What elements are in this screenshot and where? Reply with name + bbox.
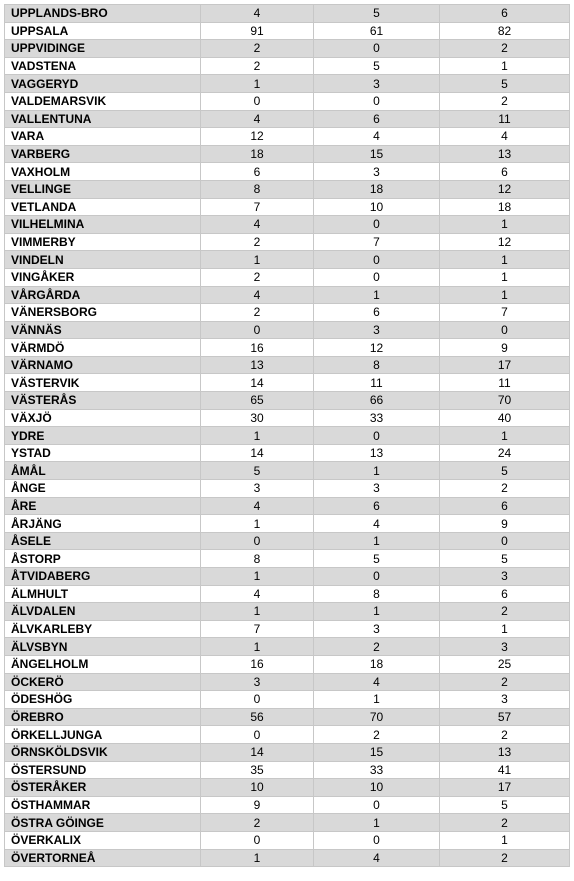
table-row <box>5 180 570 198</box>
value-cell-col-2: 3 <box>314 321 440 339</box>
value-cell-col-3: 1 <box>440 286 570 304</box>
value-cell-col-3: 2 <box>440 40 570 58</box>
municipality-name-cell: ÄLVKARLEBY <box>5 620 201 638</box>
municipality-name-cell: ÖRKELLJUNGA <box>5 726 201 744</box>
value-cell-col-2: 5 <box>314 5 440 23</box>
value-cell-col-3: 9 <box>440 515 570 533</box>
value-cell-col-2: 11 <box>314 374 440 392</box>
value-cell-col-3: 2 <box>440 849 570 867</box>
value-cell-col-2: 15 <box>314 743 440 761</box>
value-cell-col-1: 4 <box>201 497 314 515</box>
value-cell-col-3: 82 <box>440 22 570 40</box>
municipality-name-cell: VINDELN <box>5 251 201 269</box>
table-row <box>5 286 570 304</box>
value-cell-col-1: 1 <box>201 515 314 533</box>
value-cell-col-1: 1 <box>201 849 314 867</box>
value-cell-col-3: 11 <box>440 374 570 392</box>
municipality-name-cell: UPPLANDS-BRO <box>5 5 201 23</box>
value-cell-col-1: 13 <box>201 356 314 374</box>
municipality-name-cell: VIMMERBY <box>5 233 201 251</box>
value-cell-col-1: 1 <box>201 427 314 445</box>
value-cell-col-2: 2 <box>314 726 440 744</box>
table-row <box>5 40 570 58</box>
table-row <box>5 796 570 814</box>
value-cell-col-2: 3 <box>314 480 440 498</box>
table-row <box>5 409 570 427</box>
value-cell-col-3: 3 <box>440 568 570 586</box>
municipality-name-cell: VÄXJÖ <box>5 409 201 427</box>
value-cell-col-2: 12 <box>314 339 440 357</box>
table-row <box>5 5 570 23</box>
table-row <box>5 620 570 638</box>
municipality-name-cell: VETLANDA <box>5 198 201 216</box>
table-row <box>5 480 570 498</box>
value-cell-col-3: 7 <box>440 304 570 322</box>
municipality-name-cell: ÅTVIDABERG <box>5 568 201 586</box>
table-row <box>5 444 570 462</box>
value-cell-col-2: 61 <box>314 22 440 40</box>
value-cell-col-1: 5 <box>201 462 314 480</box>
value-cell-col-1: 4 <box>201 585 314 603</box>
municipality-name-cell: VARA <box>5 128 201 146</box>
value-cell-col-2: 0 <box>314 831 440 849</box>
municipality-name-cell: VÄNNÄS <box>5 321 201 339</box>
municipality-name-cell: ÄLMHULT <box>5 585 201 603</box>
value-cell-col-1: 4 <box>201 110 314 128</box>
value-cell-col-2: 4 <box>314 128 440 146</box>
value-cell-col-3: 5 <box>440 75 570 93</box>
value-cell-col-2: 8 <box>314 356 440 374</box>
value-cell-col-2: 3 <box>314 620 440 638</box>
value-cell-col-2: 3 <box>314 75 440 93</box>
table-row <box>5 462 570 480</box>
municipality-name-cell: VÄRMDÖ <box>5 339 201 357</box>
value-cell-col-1: 1 <box>201 568 314 586</box>
municipality-name-cell: ÅSTORP <box>5 550 201 568</box>
value-cell-col-1: 2 <box>201 304 314 322</box>
table-row <box>5 233 570 251</box>
value-cell-col-1: 8 <box>201 550 314 568</box>
value-cell-col-3: 6 <box>440 163 570 181</box>
value-cell-col-1: 0 <box>201 92 314 110</box>
value-cell-col-2: 2 <box>314 638 440 656</box>
value-cell-col-1: 1 <box>201 603 314 621</box>
value-cell-col-1: 2 <box>201 40 314 58</box>
municipality-name-cell: UPPSALA <box>5 22 201 40</box>
value-cell-col-3: 2 <box>440 603 570 621</box>
table-body <box>5 5 570 867</box>
municipality-name-cell: VELLINGE <box>5 180 201 198</box>
value-cell-col-2: 33 <box>314 761 440 779</box>
table-row <box>5 691 570 709</box>
municipality-name-cell: ÖDESHÖG <box>5 691 201 709</box>
municipality-name-cell: ÖSTERÅKER <box>5 779 201 797</box>
table-row <box>5 321 570 339</box>
value-cell-col-1: 6 <box>201 163 314 181</box>
municipality-name-cell: VÄSTERÅS <box>5 392 201 410</box>
value-cell-col-2: 1 <box>314 532 440 550</box>
value-cell-col-1: 14 <box>201 743 314 761</box>
value-cell-col-3: 18 <box>440 198 570 216</box>
table-row <box>5 92 570 110</box>
municipality-name-cell: VÄRNAMO <box>5 356 201 374</box>
municipality-name-cell: ÄNGELHOLM <box>5 655 201 673</box>
municipality-name-cell: VALLENTUNA <box>5 110 201 128</box>
value-cell-col-1: 2 <box>201 268 314 286</box>
value-cell-col-3: 2 <box>440 726 570 744</box>
value-cell-col-2: 0 <box>314 92 440 110</box>
value-cell-col-2: 0 <box>314 40 440 58</box>
value-cell-col-1: 10 <box>201 779 314 797</box>
value-cell-col-2: 10 <box>314 779 440 797</box>
municipality-name-cell: VÅRGÅRDA <box>5 286 201 304</box>
value-cell-col-3: 1 <box>440 427 570 445</box>
value-cell-col-1: 4 <box>201 216 314 234</box>
value-cell-col-2: 1 <box>314 286 440 304</box>
municipality-name-cell: ÅRJÄNG <box>5 515 201 533</box>
municipality-name-cell: ÖCKERÖ <box>5 673 201 691</box>
table-row <box>5 356 570 374</box>
value-cell-col-3: 9 <box>440 339 570 357</box>
value-cell-col-1: 30 <box>201 409 314 427</box>
value-cell-col-3: 5 <box>440 462 570 480</box>
value-cell-col-1: 14 <box>201 374 314 392</box>
value-cell-col-1: 2 <box>201 57 314 75</box>
municipality-name-cell: VAGGERYD <box>5 75 201 93</box>
value-cell-col-1: 9 <box>201 796 314 814</box>
value-cell-col-1: 35 <box>201 761 314 779</box>
municipality-name-cell: VINGÅKER <box>5 268 201 286</box>
municipality-name-cell: YDRE <box>5 427 201 445</box>
table-row <box>5 198 570 216</box>
value-cell-col-3: 1 <box>440 620 570 638</box>
value-cell-col-2: 0 <box>314 568 440 586</box>
value-cell-col-1: 56 <box>201 708 314 726</box>
value-cell-col-3: 12 <box>440 180 570 198</box>
table-row <box>5 339 570 357</box>
value-cell-col-2: 10 <box>314 198 440 216</box>
value-cell-col-3: 5 <box>440 550 570 568</box>
value-cell-col-1: 3 <box>201 673 314 691</box>
value-cell-col-2: 7 <box>314 233 440 251</box>
value-cell-col-1: 8 <box>201 180 314 198</box>
value-cell-col-1: 14 <box>201 444 314 462</box>
municipality-name-cell: VÄNERSBORG <box>5 304 201 322</box>
table-row <box>5 427 570 445</box>
municipality-name-cell: ÄLVDALEN <box>5 603 201 621</box>
value-cell-col-1: 16 <box>201 339 314 357</box>
value-cell-col-1: 1 <box>201 75 314 93</box>
value-cell-col-1: 7 <box>201 620 314 638</box>
value-cell-col-3: 1 <box>440 251 570 269</box>
value-cell-col-1: 12 <box>201 128 314 146</box>
table-row <box>5 761 570 779</box>
value-cell-col-1: 1 <box>201 251 314 269</box>
value-cell-col-2: 15 <box>314 145 440 163</box>
municipality-table <box>4 4 570 867</box>
value-cell-col-3: 41 <box>440 761 570 779</box>
value-cell-col-3: 12 <box>440 233 570 251</box>
value-cell-col-3: 3 <box>440 691 570 709</box>
value-cell-col-3: 6 <box>440 585 570 603</box>
value-cell-col-2: 18 <box>314 655 440 673</box>
value-cell-col-3: 1 <box>440 57 570 75</box>
municipality-name-cell: VAXHOLM <box>5 163 201 181</box>
value-cell-col-3: 11 <box>440 110 570 128</box>
value-cell-col-1: 0 <box>201 726 314 744</box>
value-cell-col-3: 70 <box>440 392 570 410</box>
table-row <box>5 515 570 533</box>
value-cell-col-3: 0 <box>440 532 570 550</box>
value-cell-col-3: 2 <box>440 673 570 691</box>
value-cell-col-1: 2 <box>201 233 314 251</box>
municipality-name-cell: ÖVERKALIX <box>5 831 201 849</box>
municipality-name-cell: ÖSTHAMMAR <box>5 796 201 814</box>
municipality-name-cell: VADSTENA <box>5 57 201 75</box>
table-row <box>5 75 570 93</box>
value-cell-col-1: 0 <box>201 691 314 709</box>
municipality-name-cell: ÅMÅL <box>5 462 201 480</box>
value-cell-col-1: 1 <box>201 638 314 656</box>
value-cell-col-3: 2 <box>440 480 570 498</box>
table-row <box>5 22 570 40</box>
municipality-name-cell: ÖRNSKÖLDSVIK <box>5 743 201 761</box>
value-cell-col-3: 1 <box>440 831 570 849</box>
table-row <box>5 216 570 234</box>
table-row <box>5 57 570 75</box>
municipality-name-cell: ÖSTERSUND <box>5 761 201 779</box>
value-cell-col-1: 0 <box>201 532 314 550</box>
table-row <box>5 814 570 832</box>
value-cell-col-2: 70 <box>314 708 440 726</box>
value-cell-col-1: 16 <box>201 655 314 673</box>
value-cell-col-3: 17 <box>440 779 570 797</box>
value-cell-col-3: 13 <box>440 743 570 761</box>
value-cell-col-2: 6 <box>314 497 440 515</box>
value-cell-col-3: 5 <box>440 796 570 814</box>
municipality-name-cell: ÅRE <box>5 497 201 515</box>
value-cell-col-3: 17 <box>440 356 570 374</box>
value-cell-col-3: 13 <box>440 145 570 163</box>
table-row <box>5 532 570 550</box>
table-row <box>5 655 570 673</box>
value-cell-col-3: 6 <box>440 497 570 515</box>
value-cell-col-1: 4 <box>201 5 314 23</box>
table-row <box>5 163 570 181</box>
table-row <box>5 374 570 392</box>
municipality-name-cell: ÖSTRA GÖINGE <box>5 814 201 832</box>
table-row <box>5 831 570 849</box>
value-cell-col-3: 4 <box>440 128 570 146</box>
value-cell-col-1: 4 <box>201 286 314 304</box>
municipality-name-cell: YSTAD <box>5 444 201 462</box>
value-cell-col-3: 2 <box>440 92 570 110</box>
table-row <box>5 128 570 146</box>
table-row <box>5 673 570 691</box>
value-cell-col-3: 2 <box>440 814 570 832</box>
value-cell-col-2: 5 <box>314 57 440 75</box>
value-cell-col-2: 33 <box>314 409 440 427</box>
value-cell-col-2: 13 <box>314 444 440 462</box>
value-cell-col-2: 0 <box>314 427 440 445</box>
value-cell-col-3: 1 <box>440 268 570 286</box>
table-row <box>5 585 570 603</box>
value-cell-col-2: 8 <box>314 585 440 603</box>
value-cell-col-2: 0 <box>314 268 440 286</box>
table-row <box>5 145 570 163</box>
value-cell-col-2: 0 <box>314 216 440 234</box>
municipality-name-cell: VARBERG <box>5 145 201 163</box>
municipality-name-cell: ÖREBRO <box>5 708 201 726</box>
table-row <box>5 779 570 797</box>
value-cell-col-2: 6 <box>314 110 440 128</box>
table-row <box>5 392 570 410</box>
value-cell-col-1: 2 <box>201 814 314 832</box>
value-cell-col-1: 65 <box>201 392 314 410</box>
value-cell-col-2: 5 <box>314 550 440 568</box>
table-row <box>5 550 570 568</box>
municipality-name-cell: ÅSELE <box>5 532 201 550</box>
value-cell-col-3: 40 <box>440 409 570 427</box>
table-row <box>5 497 570 515</box>
table-row <box>5 638 570 656</box>
value-cell-col-1: 3 <box>201 480 314 498</box>
value-cell-col-2: 4 <box>314 515 440 533</box>
value-cell-col-3: 0 <box>440 321 570 339</box>
municipality-name-cell: UPPVIDINGE <box>5 40 201 58</box>
value-cell-col-1: 18 <box>201 145 314 163</box>
table-row <box>5 110 570 128</box>
municipality-name-cell: VÄSTERVIK <box>5 374 201 392</box>
table-row <box>5 726 570 744</box>
value-cell-col-2: 66 <box>314 392 440 410</box>
municipality-name-cell: ÖVERTORNEÅ <box>5 849 201 867</box>
table-row <box>5 603 570 621</box>
table-row <box>5 304 570 322</box>
value-cell-col-3: 24 <box>440 444 570 462</box>
value-cell-col-2: 3 <box>314 163 440 181</box>
value-cell-col-2: 1 <box>314 814 440 832</box>
value-cell-col-2: 1 <box>314 462 440 480</box>
value-cell-col-2: 4 <box>314 849 440 867</box>
table-row <box>5 708 570 726</box>
value-cell-col-1: 7 <box>201 198 314 216</box>
value-cell-col-2: 18 <box>314 180 440 198</box>
value-cell-col-2: 4 <box>314 673 440 691</box>
value-cell-col-1: 91 <box>201 22 314 40</box>
value-cell-col-2: 1 <box>314 603 440 621</box>
municipality-name-cell: VALDEMARSVIK <box>5 92 201 110</box>
value-cell-col-2: 0 <box>314 796 440 814</box>
value-cell-col-1: 0 <box>201 831 314 849</box>
value-cell-col-3: 1 <box>440 216 570 234</box>
table-row <box>5 849 570 867</box>
value-cell-col-3: 6 <box>440 5 570 23</box>
table-row <box>5 251 570 269</box>
value-cell-col-3: 57 <box>440 708 570 726</box>
table-row <box>5 568 570 586</box>
value-cell-col-3: 3 <box>440 638 570 656</box>
value-cell-col-3: 25 <box>440 655 570 673</box>
value-cell-col-2: 6 <box>314 304 440 322</box>
municipality-name-cell: ÄLVSBYN <box>5 638 201 656</box>
table-row <box>5 743 570 761</box>
value-cell-col-1: 0 <box>201 321 314 339</box>
municipality-name-cell: ÅNGE <box>5 480 201 498</box>
value-cell-col-2: 0 <box>314 251 440 269</box>
table-row <box>5 268 570 286</box>
municipality-name-cell: VILHELMINA <box>5 216 201 234</box>
value-cell-col-2: 1 <box>314 691 440 709</box>
